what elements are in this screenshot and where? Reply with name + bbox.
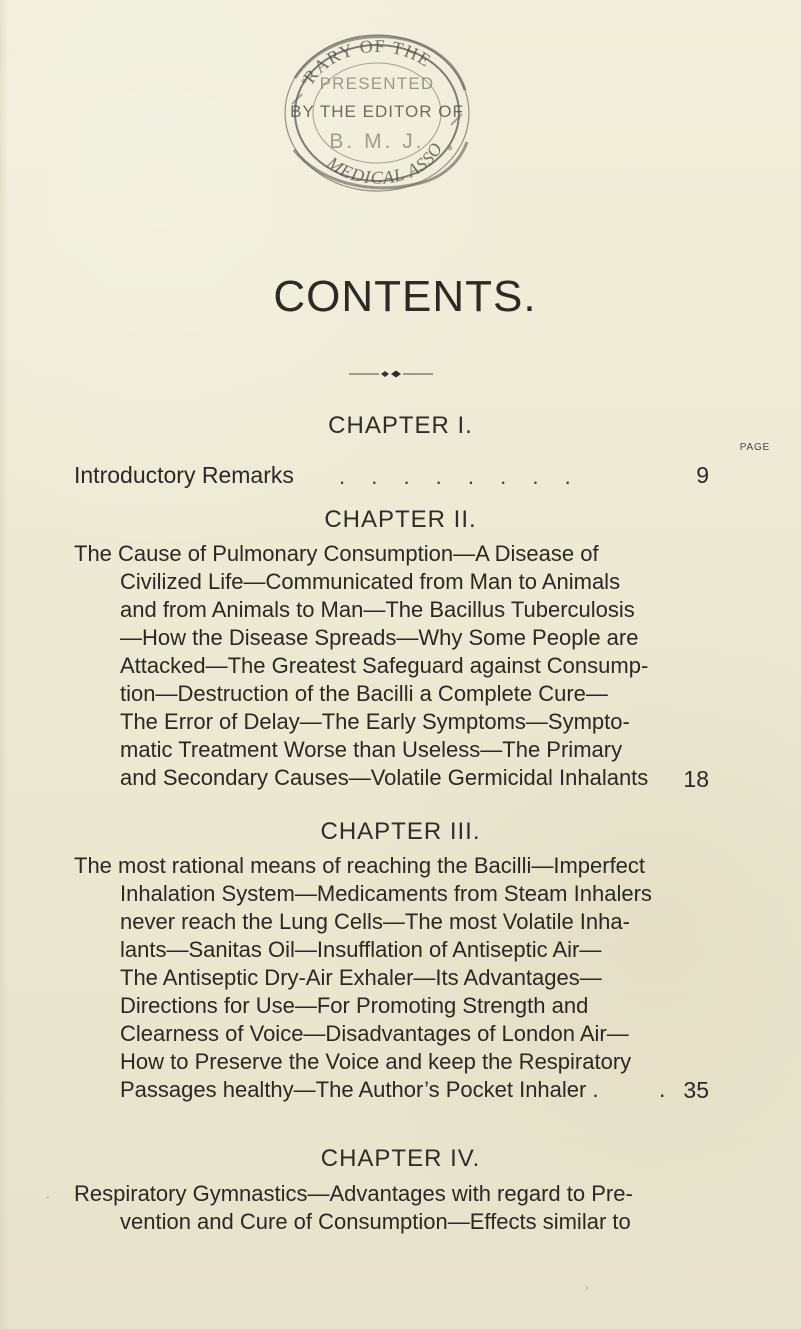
- stamp-top-arc-text: RARY OF THE: [299, 35, 436, 87]
- paper-speck: [46, 1196, 49, 1199]
- chapter-2-page-number: 18: [683, 766, 709, 792]
- chapter-3-summary: [74, 852, 714, 1104]
- chapter-3-page-number: 35: [683, 1077, 709, 1103]
- chapter-3-line-4: lants—Sanitas Oil—Insufflation of Antiseptic Air—: [120, 937, 602, 962]
- chapter-4-line-2: vention and Cure of Consumption—Effects similar to: [120, 1209, 631, 1234]
- chapter-2-line-8: matic Treatment Worse than Useless—The Primary: [120, 737, 623, 762]
- chapter-4-summary: [74, 1180, 714, 1236]
- chapter-2-heading: CHAPTER II.: [324, 506, 477, 533]
- stamp-line-editor: BY THE EDITOR OF: [290, 102, 464, 121]
- chapter-4-line-1: Respiratory Gymnastics—Advantages with regard to Pre-: [74, 1181, 633, 1206]
- paper-speck: [585, 1286, 589, 1290]
- page-title: CONTENTS.: [273, 272, 537, 321]
- chapter-3-line-5: The Antiseptic Dry-Air Exhaler—Its Advantages—: [120, 965, 602, 990]
- chapter-2-line-1: The Cause of Pulmonary Consumption—A Disease of: [74, 541, 599, 566]
- library-stamp-graphic: [265, 8, 482, 202]
- chapter-4-heading: CHAPTER IV.: [320, 1145, 481, 1172]
- chapter-3-leader: .: [659, 1076, 666, 1102]
- chapter-3-line-2: Inhalation System—Medicaments from Steam Inhalers: [120, 881, 652, 906]
- chapter-2-line-7: The Error of Delay—The Early Symptoms—Sympto-: [120, 709, 630, 734]
- chapter-3-line-8: How to Preserve the Voice and keep the Respiratory: [120, 1049, 632, 1074]
- chapter-2-line-5: Attacked—The Greatest Safeguard against Consump-: [120, 653, 649, 678]
- chapter-3-line-3: never reach the Lung Cells—The most Volatile Inha-: [120, 909, 630, 934]
- page-column-label: PAGE: [739, 442, 770, 453]
- stamp-line-presented: PRESENTED: [319, 74, 435, 93]
- chapter-2-line-6: tion—Destruction of the Bacilli a Complete Cure—: [120, 681, 608, 706]
- chapter-2-line-2: Civilized Life—Communicated from Man to Animals: [120, 569, 621, 594]
- chapter-3-line-1: The most rational means of reaching the Bacilli—Imperfect: [74, 853, 646, 878]
- chapter-2-summary: [74, 540, 714, 792]
- chapter-3-line-7: Clearness of Voice—Disadvantages of London Air—: [120, 1021, 629, 1046]
- title-divider: [349, 369, 433, 379]
- chapter-2-line-9: and Secondary Causes—Volatile Germicidal Inhalants: [120, 765, 649, 790]
- chapter-1-dot-leaders: . . . . . . . .: [339, 464, 581, 489]
- chapter-3-line-6: Directions for Use—For Promoting Strength and: [120, 993, 589, 1018]
- stamp-bottom-arc-text: MEDICAL ASSOC: [265, 8, 447, 188]
- chapter-2-line-3: and from Animals to Man—The Bacillus Tuberculosis: [120, 597, 635, 622]
- chapter-1-heading: CHAPTER I.: [328, 412, 473, 439]
- stamp-line-initials: B. M. J.: [329, 130, 425, 153]
- chapter-2-line-4: —How the Disease Spreads—Why Some People are: [120, 625, 639, 650]
- chapter-3-line-9: Passages healthy—The Author’s Pocket Inhaler .: [120, 1077, 599, 1102]
- page-edge: [0, 0, 8, 1329]
- library-stamp: [265, 8, 482, 202]
- chapter-1-title: Introductory Remarks: [74, 462, 294, 488]
- chapter-3-heading: CHAPTER III.: [320, 818, 481, 845]
- chapter-1-page-number: 9: [696, 462, 709, 488]
